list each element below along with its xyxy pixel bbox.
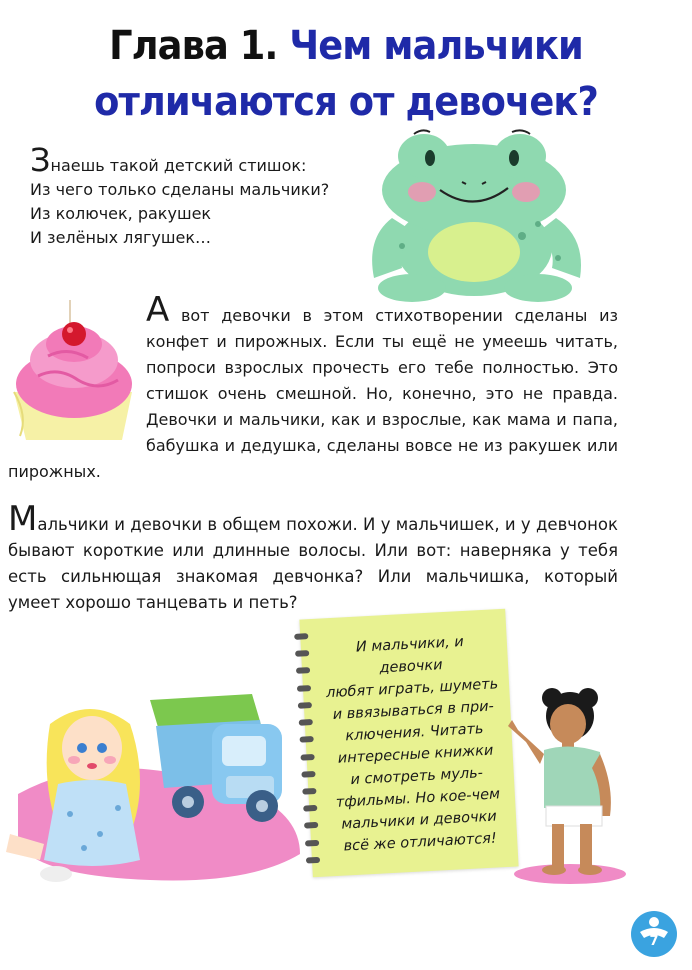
ring [303,805,317,812]
ring [298,702,312,709]
paragraph-2-dropcap: М [8,499,38,539]
ring [294,633,308,640]
note-line: И мальчики, и девочки [355,634,465,677]
poem-line-1-text: наешь такой детский стишок: [50,156,307,175]
paragraph-1 [8,290,618,485]
ring [305,839,319,846]
title-line-2: отличаются от девочек? [94,79,598,125]
ring [302,788,316,795]
cupcake-wrap-space [8,297,146,447]
chapter-label: Глава 1. [109,23,278,69]
ring [295,650,309,657]
ring [306,857,320,864]
poem-line-1 [30,141,360,179]
ring [300,753,314,760]
paragraph-2-text: альчики и девочки в общем похожи. И у мальчишек, и у девчонок бывают короткие или длинные волосы. Или вот: наверняка у тебя есть сильнющая знакомая девчонка? Или мальчишка, который умеет хорошо танцевать и петь? [8,515,618,612]
doll-and-truck-scene [0,684,310,890]
ring [300,736,314,743]
ring [304,822,318,829]
page-number: 7 [649,934,659,949]
ring [299,719,313,726]
poem-dropcap: З [30,141,51,179]
page-number-badge [630,910,678,958]
note-line: всё же отличаются! [343,830,498,855]
ring [297,685,311,692]
frog-illustration [362,128,594,308]
note-line: и ввязываться в при- [332,698,495,723]
boy-illustration [504,676,628,886]
poem-line-4: И зелёных лягушек… [30,228,211,247]
info-note-card [299,609,518,877]
note-line: мальчики и девочки [340,808,498,833]
note-line: интересные книжки [337,742,494,767]
ring [301,771,315,778]
note-line: и смотреть муль- [350,765,484,789]
note-line: любят играть, шуметь [325,676,499,702]
title-line-1 [28,18,665,74]
chapter-title [28,18,665,130]
poem [30,141,360,250]
paragraph-2 [8,499,618,616]
note-text [322,629,507,858]
title-question-part1: Чем мальчики [289,23,583,69]
paragraph-1-dropcap: А [146,290,170,330]
poem-line-3: Из колючек, ракушек [30,204,212,223]
note-line: ключения. Читать [345,721,484,745]
ring [296,668,310,675]
paragraph-1-text: вот девочки в этом стихотворении сделаны из конфет и пирожных. Если ты ещё не умеешь читать, попроси взрослых прочесть его тебе полностью. Это стишок очень смешной. Но, конечно, это не правда. Девочки и мальчики, как и взрослые, как мама и папа, бабушка и дедушка, сделаны вовсе не из ракушек или пирожных. [8,306,618,481]
poem-line-2: Из чего только сделаны мальчики? [30,180,330,199]
note-line: тфильмы. Но кое-чем [335,786,501,811]
